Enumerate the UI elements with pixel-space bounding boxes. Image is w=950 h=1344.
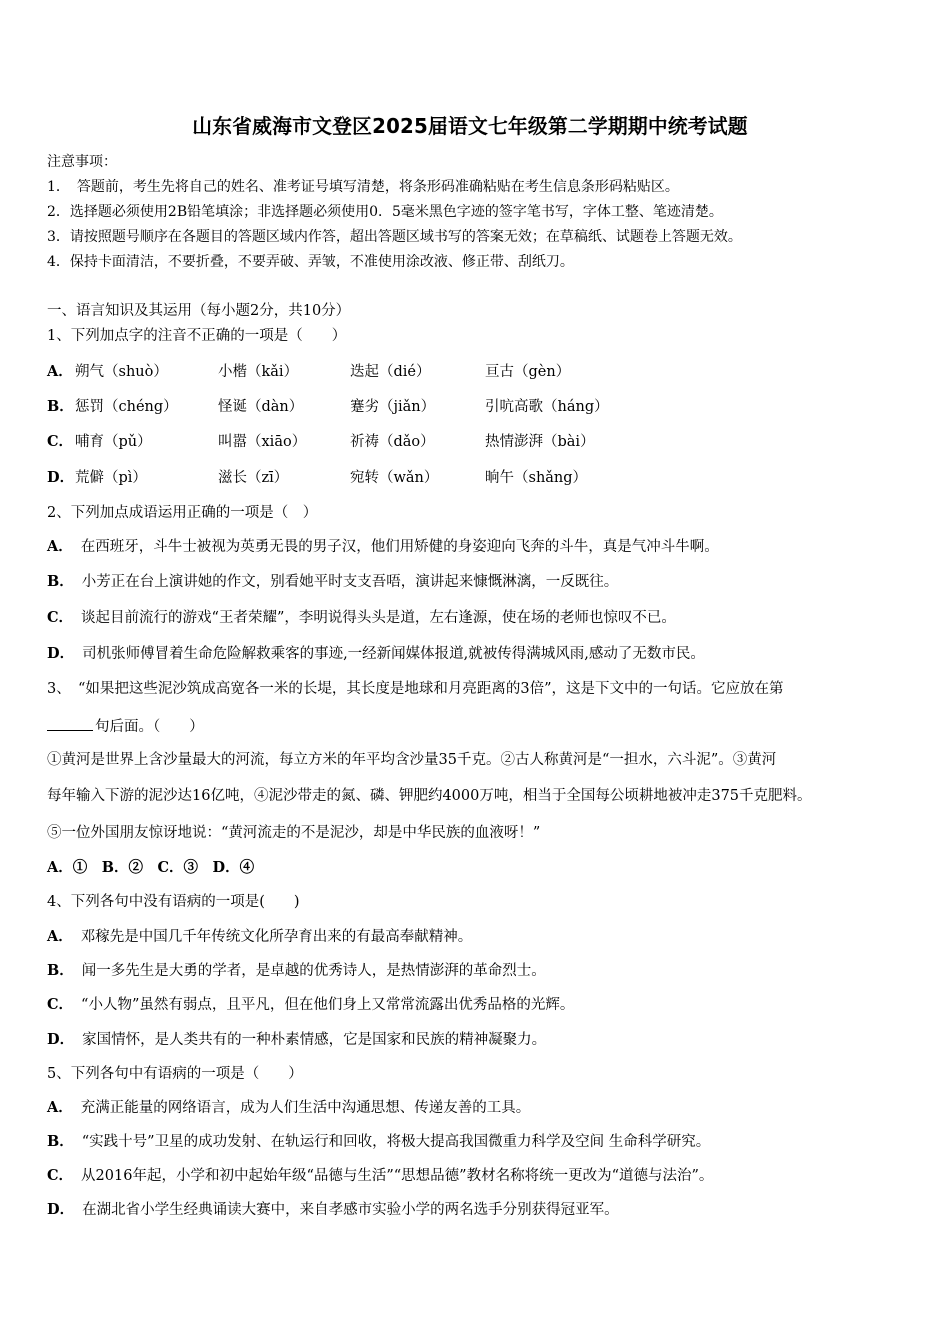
option-cell: 宛转（wǎn） bbox=[350, 470, 439, 486]
option-label: B． bbox=[47, 1133, 74, 1150]
question-3-passage: 每年输入下游的泥沙达16亿吨，④泥沙带走的氮、磷、钾肥约4000万吨，相当于全国每公顷耕地被冲走375千克肥料。 bbox=[47, 788, 812, 804]
question-2-stem: 2、下列加点成语运用正确的一项是（ ） bbox=[47, 505, 318, 521]
question-2-option-c bbox=[47, 608, 676, 628]
question-2-option-d bbox=[47, 644, 705, 664]
option-label: B． bbox=[47, 573, 74, 590]
option-cell: 迭起（dié） bbox=[350, 364, 431, 380]
option-text: 在湖北省小学生经典诵读大赛中，来自孝感市实验小学的两名选手分别获得冠亚军。 bbox=[82, 1202, 619, 1218]
answer-blank bbox=[47, 716, 93, 731]
option-cell: 滋长（zī） bbox=[218, 470, 289, 486]
notice-item: 1． 答题前，考生先将自己的姓名、准考证号填写清楚，将条形码准确粘贴在考生信息条形码粘贴区。 bbox=[47, 179, 679, 195]
option-text: 谈起目前流行的游戏“王者荣耀”，李明说得头头是道，左右逢源，使在场的老师也惊叹不已。 bbox=[81, 610, 676, 626]
option-cell: 祈祷（dǎo） bbox=[350, 434, 435, 450]
option-cell: 引吭高歌（háng） bbox=[485, 399, 609, 415]
question-4-option-b bbox=[47, 961, 546, 981]
question-3-passage: ①黄河是世界上含沙量最大的河流，每立方米的年平均含沙量35千克。②古人称黄河是“一担水，六斗泥”。③黄河 bbox=[47, 752, 777, 768]
option-label: C． bbox=[47, 433, 74, 450]
option-cell: 哺育（pǔ） bbox=[75, 434, 152, 450]
question-3-stem: 3、 “如果把这些泥沙筑成高宽各一米的长堤，其长度是地球和月亮距离的3倍”，这是下文中的一句话。它应放在第 bbox=[47, 681, 784, 697]
option-cell: 亘古（gèn） bbox=[485, 364, 571, 380]
notice-item: 3．请按照题号顺序在各题目的答题区域内作答，超出答题区域书写的答案无效；在草稿纸、试题卷上答题无效。 bbox=[47, 229, 742, 245]
question-4-option-a bbox=[47, 927, 472, 947]
option-text: 闻一多先生是大勇的学者，是卓越的优秀诗人，是热情澎湃的革命烈士。 bbox=[81, 963, 546, 979]
option-cell: 蹇劣（jiǎn） bbox=[350, 399, 436, 415]
option-cell: 小楷（kǎi） bbox=[218, 364, 299, 380]
option-text: 小芳正在台上演讲她的作文，别看她平时支支吾唔，演讲起来慷慨淋漓，一反既往。 bbox=[81, 574, 619, 590]
option-text: 从2016年起，小学和初中起始年级“品德与生活”“思想品德”教材名称将统一更改为“道德与法治”。 bbox=[81, 1168, 714, 1184]
page-title: 山东省威海市文登区2025届语文七年级第二学期期中统考试题 bbox=[192, 114, 748, 138]
option-text: “小人物”虽然有弱点，且平凡，但在他们身上又常常流露出优秀品格的光辉。 bbox=[81, 997, 575, 1013]
question-2-option-b bbox=[47, 572, 618, 592]
question-5-option-c bbox=[47, 1166, 713, 1186]
question-2-option-a bbox=[47, 537, 719, 557]
question-5-option-b bbox=[47, 1132, 710, 1152]
option-label: D． bbox=[47, 1201, 75, 1218]
question-3-stem-tail: 句后面。（ ） bbox=[95, 719, 204, 735]
option-label: C． bbox=[47, 609, 74, 626]
question-4-stem: 4、下列各句中没有语病的一项是( ) bbox=[47, 894, 300, 910]
option-label: D． bbox=[47, 469, 75, 486]
notice-heading: 注意事项： bbox=[47, 154, 117, 170]
option-text: “实践十号”卫星的成功发射、在轨运行和回收，将极大提高我国微重力科学及空间 生命科学研究。 bbox=[81, 1134, 711, 1150]
option-label: A． bbox=[47, 928, 73, 945]
option-label: C． bbox=[47, 996, 74, 1013]
option-cell: 叫嚣（xiāo） bbox=[218, 434, 307, 450]
option-cell: 惩罚（chéng） bbox=[75, 399, 178, 415]
question-5-option-a bbox=[47, 1098, 530, 1118]
question-5-stem: 5、下列各句中有语病的一项是（ ） bbox=[47, 1066, 303, 1082]
option-cell: 晌午（shǎng） bbox=[485, 470, 588, 486]
option-label: D． bbox=[47, 1031, 75, 1048]
option-text: 司机张师傅冒着生命危险解救乘客的事迹,一经新闻媒体报道,就被传得满城风雨,感动了无数市民。 bbox=[82, 646, 705, 662]
option-text: 充满正能量的网络语言，成为人们生活中沟通思想、传递友善的工具。 bbox=[80, 1100, 531, 1116]
question-3-passage: ⑤一位外国朋友惊讶地说：“黄河流走的不是泥沙，却是中华民族的血液呀！” bbox=[47, 825, 541, 841]
option-label: C． bbox=[47, 1167, 74, 1184]
option-cell: 怪诞（dàn） bbox=[218, 399, 304, 415]
option-text: 在西班牙，斗牛士被视为英勇无畏的男子汉，他们用矫健的身姿迎向飞奔的斗牛，真是气冲斗牛啊。 bbox=[80, 539, 719, 555]
question-4-option-c bbox=[47, 995, 574, 1015]
option-label: A． bbox=[47, 363, 73, 380]
option-label: A． bbox=[47, 538, 73, 555]
question-3-options: A．① B．② C．③ D．④ bbox=[47, 859, 255, 876]
option-cell: 朔气（shuò） bbox=[75, 364, 168, 380]
option-label: B． bbox=[47, 962, 74, 979]
option-label: D． bbox=[47, 645, 75, 662]
notice-item: 4．保持卡面清洁，不要折叠，不要弄破、弄皱，不准使用涂改液、修正带、刮纸刀。 bbox=[47, 254, 574, 270]
option-text: 邓稼先是中国几千年传统文化所孕育出来的有最高奉献精神。 bbox=[80, 929, 473, 945]
question-3-stem-cont bbox=[47, 716, 204, 737]
question-1-stem: 1、下列加点字的注音不正确的一项是（ ） bbox=[47, 328, 347, 344]
option-cell: 热情澎湃（bài） bbox=[485, 434, 595, 450]
option-text: 家国情怀，是人类共有的一种朴素情感，它是国家和民族的精神凝聚力。 bbox=[82, 1032, 547, 1048]
option-cell: 荒僻（pì） bbox=[75, 470, 147, 486]
option-label: B． bbox=[47, 398, 74, 415]
question-4-option-d bbox=[47, 1030, 546, 1050]
section-heading: 一、语言知识及其运用（每小题2分，共10分） bbox=[47, 303, 351, 319]
question-5-option-d bbox=[47, 1200, 619, 1220]
option-label: A． bbox=[47, 1099, 73, 1116]
notice-item: 2．选择题必须使用2B铅笔填涂；非选择题必须使用0．5毫米黑色字迹的签字笔书写，字体工整、笔迹清楚。 bbox=[47, 204, 723, 220]
